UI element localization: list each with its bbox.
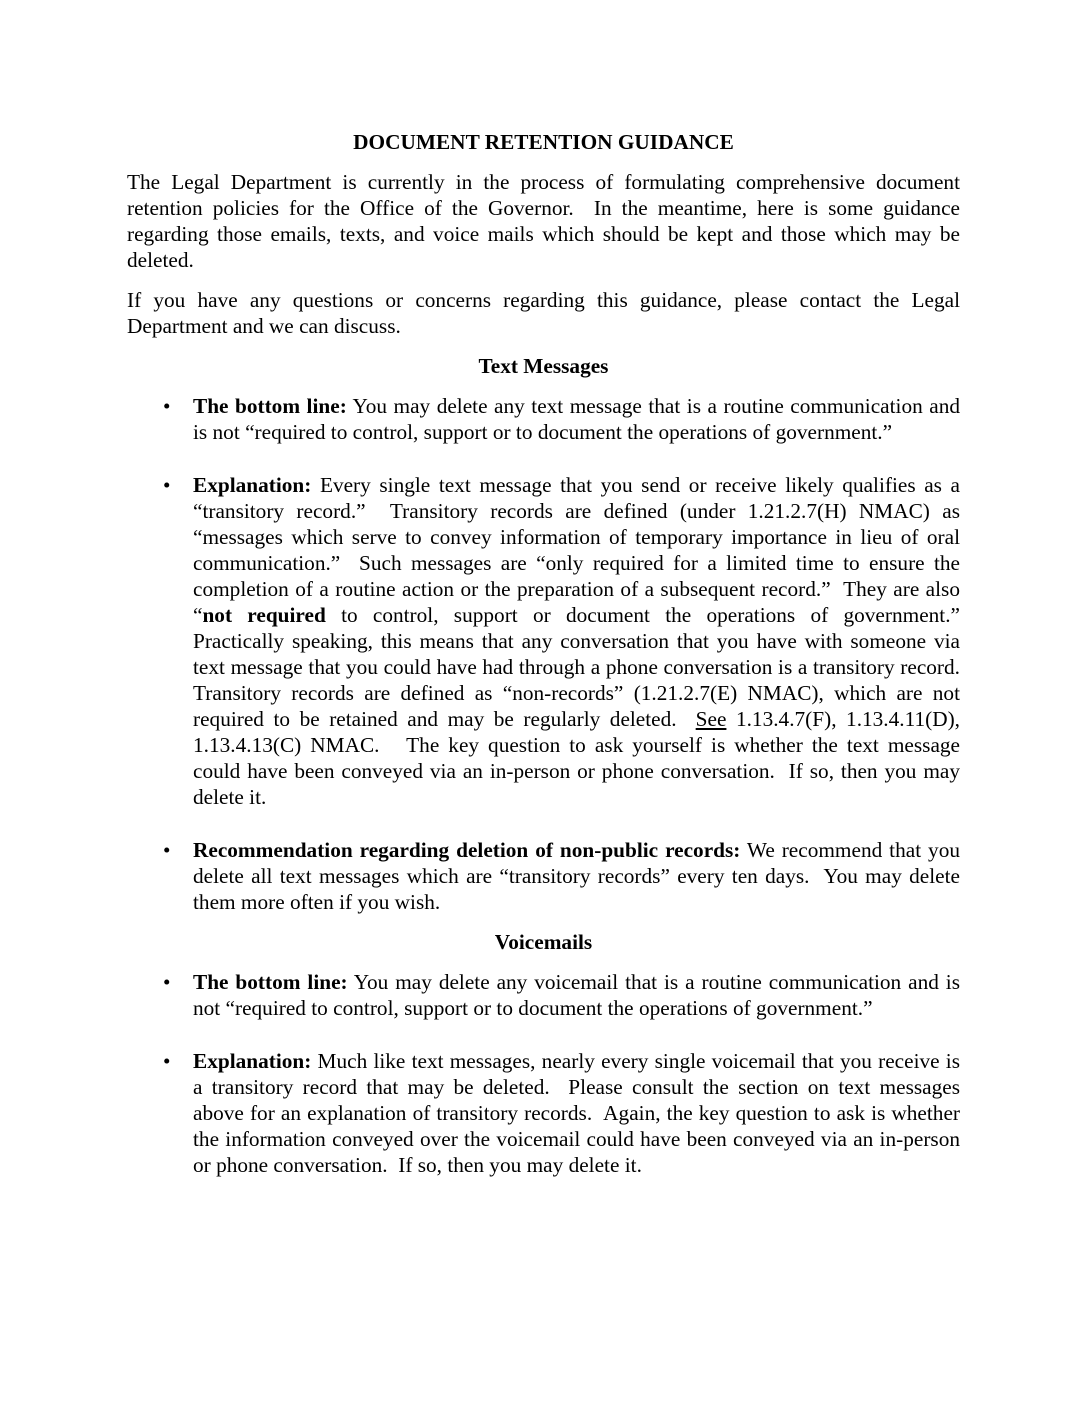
text-segment: Explanation: — [193, 473, 312, 497]
text-segment: We recommend that you delete all text messages which are “transitory records” every ten days. You may delete them more often if you wish. — [193, 838, 966, 914]
bullet-icon: • — [163, 394, 171, 418]
text-segment: to control, support or document the operations of government.” Practically speaking, this means that any conversation that you have with someone via text message that you could have had through a phone conversation is a transitory record. Transitory records are defined as “non-records” (1.21.2.7(E) NMAC), which are not required to be retained and may be regularly deleted. — [193, 603, 971, 731]
text-segment: Recommendation regarding deletion of non-public records: — [193, 838, 741, 862]
list-item-bottom-line — [127, 969, 966, 1021]
voicemails-list — [127, 969, 966, 1178]
text-segment: You may delete any voicemail that is a routine communication and is not “required to control, support or to document the operations of government.” — [193, 970, 966, 1020]
bullet-icon: • — [163, 473, 171, 497]
list-item-bottom-line — [127, 393, 966, 445]
document-content — [127, 129, 971, 1192]
text-segment: You may delete any text message that is a routine communication and is not “required to control, support or to document the operations of government.” — [193, 394, 966, 444]
text-messages-list — [127, 393, 971, 915]
intro-paragraph-2: If you have any questions or concerns regarding this guidance, please contact the Legal Department and we can discuss. — [127, 288, 966, 338]
list-item-explanation — [127, 472, 971, 810]
intro-paragraph-1: The Legal Department is currently in the process of formulating comprehensive document retention policies for the Office of the Governor. In the meantime, here is some guidance regarding those emails, texts, and voice mails which should be kept and those which may be deleted. — [127, 170, 966, 272]
bullet-text — [193, 472, 971, 810]
text-segment: Every single text message that you send or receive likely qualifies as a “transitory record.” Transitory records are defined (under 1.21.2.7(H) NMAC) as “messages which serve to convey information of temporary importance in lieu of oral communication.” Such messages are “only required for a limited time to ensure the completion of a routine action or the preparation of a subsequent record.” They are also “ — [193, 473, 966, 627]
bullet-icon: • — [163, 970, 171, 994]
bullet-icon: • — [163, 838, 171, 862]
list-item-explanation — [127, 1048, 966, 1178]
text-segment: Much like text messages, nearly every single voicemail that you receive is a transitory record that may be deleted. Please consult the section on text messages above for an explanation of transitory records. Again, the key question to ask is whether the information conveyed over the voicemail could have been conveyed via an in-person or phone conversation. If so, then you may delete it. — [193, 1049, 966, 1177]
bullet-text — [193, 837, 966, 915]
document-title: DOCUMENT RETENTION GUIDANCE — [353, 130, 734, 154]
text-segment: 1.13.4.7(F), 1.13.4.11(D), 1.13.4.13(C) NMAC. The key question to ask yourself is whether the text message could have been conveyed via an in-person or phone conversation. If so, then you may delete it. — [193, 707, 966, 809]
text-segment: not required — [202, 603, 326, 627]
text-segment: The bottom line: — [193, 970, 348, 994]
text-segment: Explanation: — [193, 1049, 312, 1073]
section-heading-voicemails: Voicemails — [494, 930, 593, 954]
bullet-text — [193, 969, 966, 1021]
bullet-text — [193, 1048, 966, 1178]
bullet-text — [193, 393, 966, 445]
section-heading-text-messages: Text Messages — [478, 354, 609, 378]
text-segment: The bottom line: — [193, 394, 347, 418]
list-item-recommendation — [127, 837, 966, 915]
bullet-icon: • — [163, 1049, 171, 1073]
text-segment: See — [695, 707, 727, 731]
